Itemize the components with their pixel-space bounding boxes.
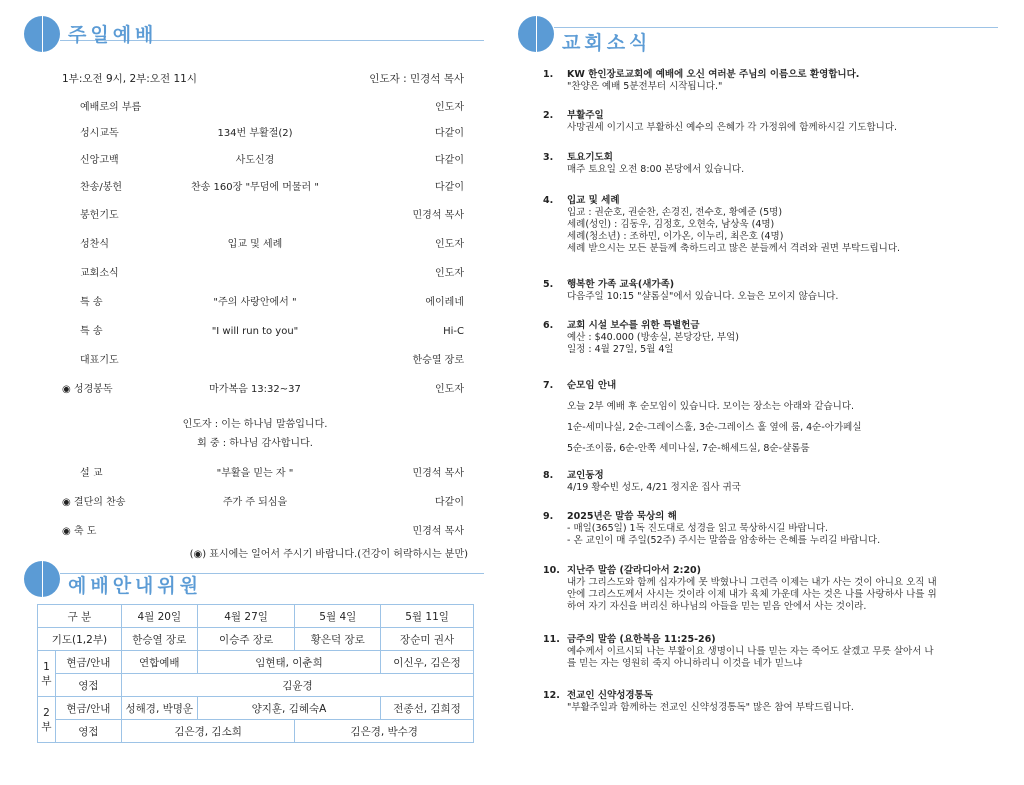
news-item-number: 9. [543,511,554,522]
news-item [543,320,998,356]
roster-section-header [24,561,484,601]
table-cell: 1부 [38,651,56,697]
news-item-number: 10. [543,565,560,576]
order-content: "부활을 믿는 자 " [216,468,294,479]
news-section-header [518,16,998,56]
news-item [543,380,998,455]
news-item-heading: 입교 및 세례 [567,195,620,206]
order-name: ◉ 결단의 찬송 [62,497,126,508]
news-item-line: "부활주일과 함께하는 전교인 신약성경통독" 많은 참여 부탁드립니다. [567,702,854,713]
order-content: 마가복음 13:32~37 [209,384,301,395]
table-cell: 5월 11일 [381,605,474,628]
news-item-number: 2. [543,110,554,121]
news-item [543,511,998,547]
news-item-line: - 온 교인이 매 주일(52주) 주시는 말씀을 암송하는 은혜를 누리길 바랍니다. [567,535,881,546]
order-by: 인도자 [435,102,464,113]
worship-section-header [24,16,484,56]
table-cell: 한승열 장로 [121,628,197,651]
news-item-line: 사망권세 이기시고 부활하신 예수의 은혜가 각 가정위에 함께하시길 기도합니다. [567,122,898,133]
table-row [38,651,474,674]
news-item-line: 5순-조이룸, 6순-안쪽 세미나실, 7순-해세드실, 8순-샬롬룸 [567,443,810,454]
order-name: 봉헌기도 [80,210,119,221]
response-leader: 인도자 : 이는 하나님 말씀입니다. [182,419,328,430]
news-item [543,279,998,303]
order-by: 인도자 [435,239,464,250]
order-name: 특 송 [80,326,103,337]
order-name: 대표기도 [80,355,119,366]
order-name: 성시교독 [80,128,119,139]
news-item [543,69,998,93]
roster-title: 예배안내위원 [68,575,203,597]
order-name: 설 교 [80,468,103,479]
roster-table [37,604,474,743]
news-item-heading: 토요기도회 [567,152,613,163]
news-item-number: 5. [543,279,554,290]
table-row [38,605,474,628]
table-cell: 전종선, 김희정 [381,697,474,720]
section-circle-icon [24,561,60,597]
news-item-number: 4. [543,195,554,206]
order-name: 예배로의 부름 [80,102,142,113]
order-by: 민경석 목사 [412,468,464,479]
order-content: 134번 부활절(2) [217,128,293,139]
news-item-line: 매주 토요일 오전 8:00 본당에서 있습니다. [567,164,745,175]
table-cell: 김은경, 김소희 [121,720,295,743]
news-item-number: 1. [543,69,554,80]
table-cell: 현금/안내 [55,651,121,674]
news-item-line: "찬양은 예배 5분전부터 시작됩니다." [567,81,723,92]
table-cell: 김윤경 [121,674,473,697]
table-row [38,697,474,720]
table-cell: 김은경, 박수경 [295,720,474,743]
news-item-line: 1순-세미나실, 2순-그레이스홀, 3순-그레이스 홀 옆에 룸, 4순-아가페실 [567,422,862,433]
table-cell: 4월 27일 [197,605,295,628]
news-item-heading: 2025년은 말씀 묵상의 해 [567,511,677,522]
news-item [543,195,998,255]
order-by: 인도자 [435,384,464,395]
news-item-line: 예산 : $40.000 (방송실, 본당강단, 부엌) [567,332,739,343]
news-item-heading: 전교인 신약성경통독 [567,690,653,701]
news-item [543,152,998,176]
order-content: 사도신경 [235,155,275,166]
news-item-number: 8. [543,470,554,481]
news-item-number: 11. [543,634,560,645]
order-by: 에이레네 [425,297,464,308]
table-cell: 영접 [55,720,121,743]
news-item-line: 입교 : 권순호, 권순찬, 손경진, 전수호, 황예준 (5명) [567,207,783,218]
table-cell: 성해경, 박명운 [121,697,197,720]
news-item-heading: 부활주일 [567,110,604,121]
news-item [543,565,998,613]
worship-times: 1부:오전 9시, 2부:오전 11시 [62,73,197,85]
table-cell: 이승주 장로 [197,628,295,651]
order-by: 다같이 [435,497,464,508]
order-by: 한승열 장로 [412,355,464,366]
table-cell: 2부 [38,697,56,743]
order-by: 민경석 목사 [412,526,464,537]
table-cell: 이신우, 김은정 [381,651,474,674]
table-row [38,720,474,743]
table-cell: 영접 [55,674,121,697]
news-item-line: 안에 그리스도께서 사시는 것이라 이제 내가 육체 가운데 사는 것은 나를 사랑하사 나를 위 [567,589,937,600]
order-by: Hi-C [443,326,464,337]
order-by: 다같이 [435,182,464,193]
order-name: 특 송 [80,297,103,308]
order-name: ◉ 성경봉독 [62,384,113,395]
order-content: "주의 사랑안에서 " [213,297,297,308]
table-cell: 장순미 권사 [381,628,474,651]
news-item [543,470,998,494]
news-item-line: 하여 자기 자신을 버리신 하나님의 아들을 믿는 믿음 안에서 사는 것이라. [567,601,867,612]
news-item [543,690,998,714]
table-cell: 임현태, 이춘희 [197,651,380,674]
news-item-line: 다음주일 10:15 "샬롬실"에서 있습니다. 오늘은 모이지 않습니다. [567,291,839,302]
order-name: ◉ 축 도 [62,526,97,537]
table-row [38,674,474,697]
order-name: 성찬식 [80,239,109,250]
news-item-number: 12. [543,690,560,701]
news-item-heading: 순모임 안내 [567,380,617,391]
news-title: 교회소식 [562,32,652,54]
order-name: 찬송/봉헌 [80,182,123,193]
news-item-heading: KW 한인장로교회에 예배에 오신 여러분 주님의 이름으로 환영합니다. [567,69,860,80]
news-item-line: 4/19 황수빈 성도, 4/21 정지운 집사 귀국 [567,482,741,493]
order-content: 주가 주 되심을 [222,497,288,508]
table-cell: 현금/안내 [55,697,121,720]
table-row [38,628,474,651]
news-item-line: 세례(청소년) : 조하민, 이가온, 이누리, 최은호 (4명) [567,231,784,242]
news-item-number: 6. [543,320,554,331]
order-by: 다같이 [435,155,464,166]
news-item-heading: 지난주 말씀 (갈라디아서 2:20) [567,565,702,576]
news-item-line: 를 믿는 자는 영원히 죽지 아니하리니 이것을 네가 믿느냐 [567,658,803,669]
order-by: 민경석 목사 [412,210,464,221]
section-circle-icon [24,16,60,52]
standing-note: (◉) 표시에는 일어서 주시기 바랍니다.(건강이 허락하시는 분만) [189,549,468,560]
news-item-heading: 교인동정 [567,470,604,481]
worship-title: 주일예배 [68,24,158,46]
worship-leader: 인도자 : 민경석 목사 [369,73,464,85]
news-item [543,110,998,134]
order-name: 신앙고백 [80,155,119,166]
news-item-number: 7. [543,380,554,391]
order-name: 교회소식 [80,268,119,279]
response-all: 회 중 : 하나님 감사합니다. [197,438,313,449]
news-item-line: 오늘 2부 예배 후 순모임이 있습니다. 모이는 장소는 아래와 같습니다. [567,401,855,412]
table-cell: 황은덕 장로 [295,628,381,651]
news-item-line: 세례(성인) : 김동우, 김정호, 오현숙, 남상욱 (4명) [567,219,775,230]
order-content: 찬송 160장 "무덤에 머물러 " [191,182,319,193]
news-item-heading: 행복한 가족 교육(새가족) [567,279,675,290]
news-item-heading: 금주의 말씀 (요한복음 11:25-26) [567,634,716,645]
table-cell: 4월 20일 [121,605,197,628]
news-item-line: 일정 : 4월 27일, 5월 4일 [567,344,674,355]
news-item-line: - 매일(365일) 1독 진도대로 성경을 읽고 묵상하시길 바랍니다. [567,523,829,534]
news-item-line: 세례 받으시는 모든 분들께 축하드리고 많은 분들께서 격려와 권면 부탁드립니다. [567,243,901,254]
news-item-line: 내가 그리스도와 함께 십자가에 못 박혔나니 그런즉 이제는 내가 사는 것이 아니요 오직 내 [567,577,937,588]
order-content: 입교 및 세례 [227,239,283,250]
section-circle-icon [518,16,554,52]
order-by: 인도자 [435,268,464,279]
table-cell: 5월 4일 [295,605,381,628]
table-cell: 구 분 [38,605,122,628]
table-cell: 양지훈, 김혜숙A [197,697,380,720]
order-by: 다같이 [435,128,464,139]
order-content: "I will run to you" [211,326,299,337]
news-item [543,634,998,670]
news-item-number: 3. [543,152,554,163]
table-cell: 기도(1,2부) [38,628,122,651]
table-cell: 연합예배 [121,651,197,674]
news-item-line: 예수께서 이르시되 나는 부활이요 생명이니 나를 믿는 자는 죽어도 살겠고 무릇 살아서 나 [567,646,934,657]
news-item-heading: 교회 시설 보수를 위한 특별헌금 [567,320,700,331]
